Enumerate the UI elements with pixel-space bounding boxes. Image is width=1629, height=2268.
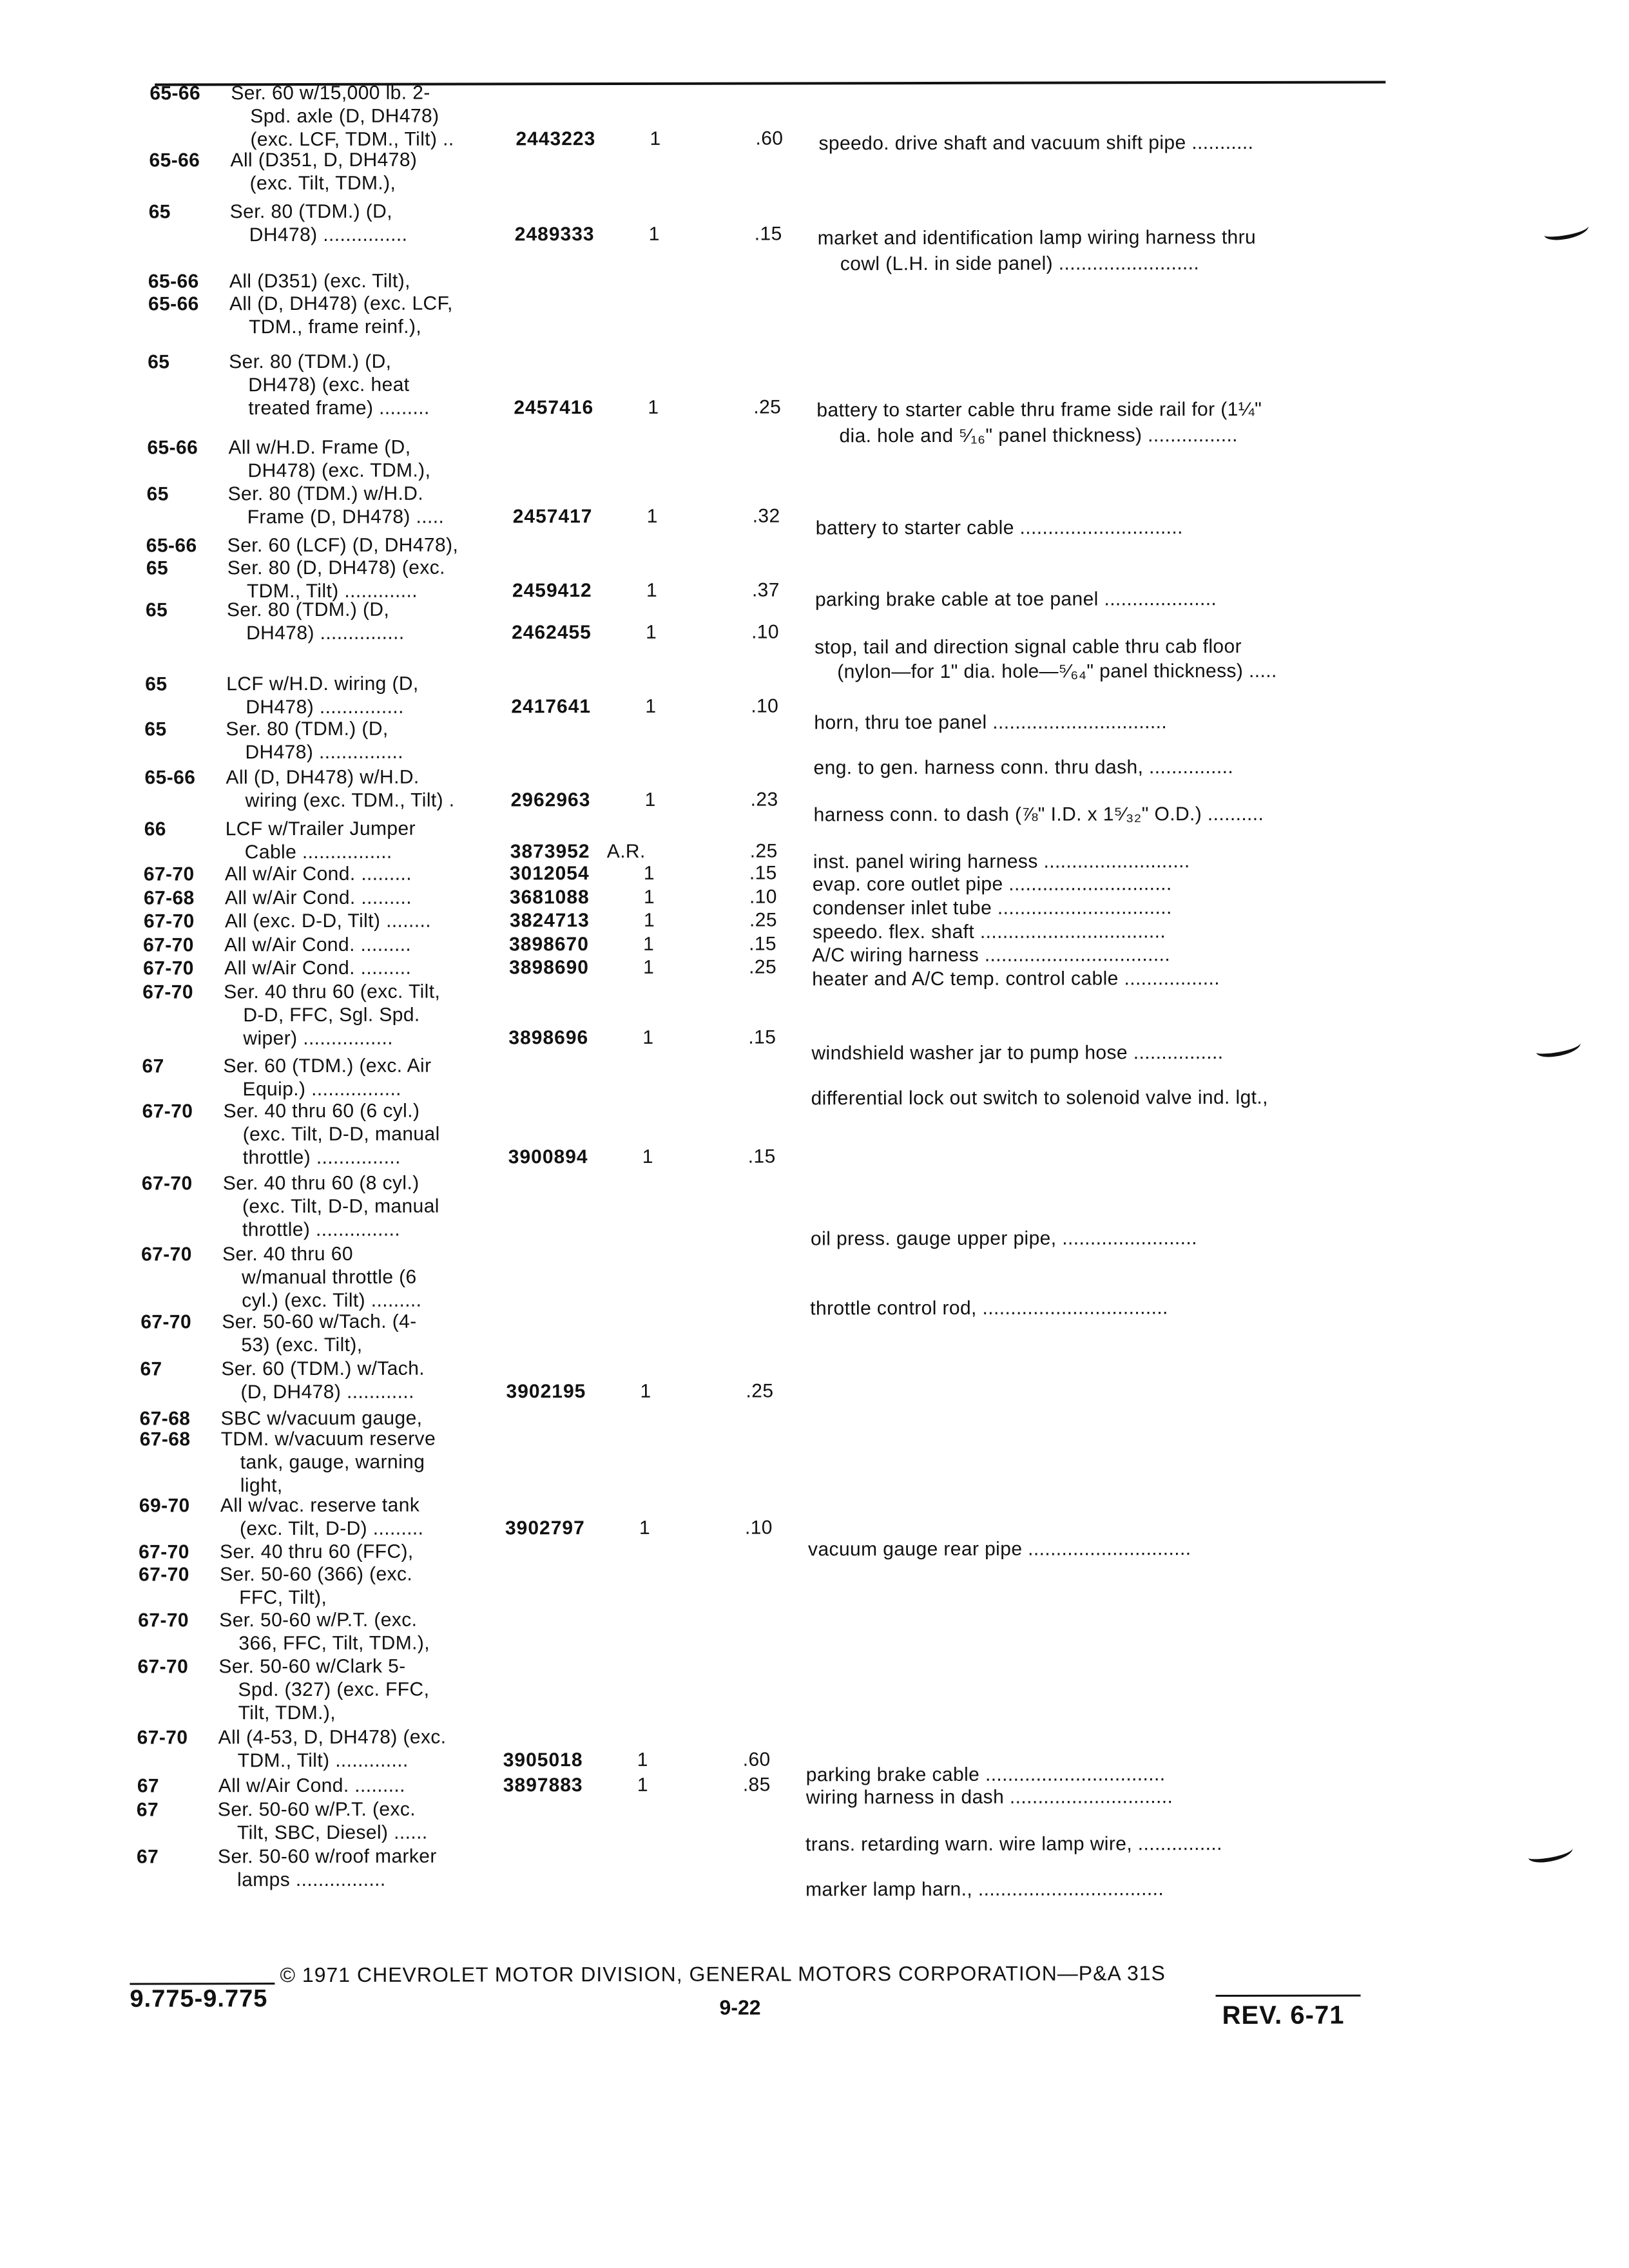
application-text: Tilt, SBC, Diesel) ......: [236, 1821, 428, 1844]
application-text: All (D, DH478) w/H.D.: [226, 766, 419, 789]
part-number: 3898670: [509, 934, 589, 956]
part-description: market and identification lamp wiring harness thru: [817, 226, 1257, 249]
model-year: 67-70: [141, 1244, 192, 1265]
quantity: 1: [639, 1517, 651, 1539]
part-number: 3900894: [508, 1146, 588, 1168]
labor-hours: .37: [751, 579, 780, 601]
model-year: 67-70: [137, 1656, 189, 1678]
part-number: 2962963: [510, 789, 591, 811]
model-year: 67-70: [142, 981, 193, 1003]
quantity: 1: [643, 886, 655, 908]
model-year: 67-70: [142, 1100, 193, 1122]
application-text: Ser. 80 (D, DH478) (exc.: [227, 557, 445, 579]
application-text: Ser. 40 thru 60 (FFC),: [220, 1541, 414, 1563]
application-text: DH478) ...............: [246, 696, 404, 718]
part-number: 3905018: [503, 1749, 583, 1771]
application-text: All w/vac. reserve tank: [220, 1494, 420, 1517]
application-text: DH478) ...............: [246, 622, 405, 644]
application-text: All w/Air Cond. .........: [224, 887, 412, 909]
part-description: harness conn. to dash (⅞" I.D. x 1⁵⁄₃₂" O.D.) ..........: [813, 803, 1264, 826]
part-description: heater and A/C temp. control cable .................: [812, 968, 1220, 990]
model-year: 65: [146, 483, 169, 505]
quantity: 1: [644, 789, 656, 811]
revision-label: REV. 6-71: [1222, 2001, 1345, 2030]
model-year: 67-68: [139, 1428, 191, 1450]
application-text: Ser. 60 (TDM.) w/Tach.: [221, 1358, 425, 1380]
page-number: 9-22: [719, 1995, 761, 2019]
application-text: Ser. 50-60 w/P.T. (exc.: [217, 1798, 416, 1821]
model-year: 67-70: [139, 1541, 189, 1563]
part-description: evap. core outlet pipe .............................: [812, 873, 1172, 896]
model-year: 67-70: [139, 1564, 189, 1586]
part-number: 3898690: [509, 957, 589, 979]
labor-hours: .15: [747, 1146, 776, 1168]
application-text: lamps ................: [237, 1869, 386, 1891]
application-text: All (exc. D-D, Tilt) ........: [224, 910, 431, 932]
model-year: 67-70: [138, 1610, 189, 1631]
application-text: tank, gauge, warning: [240, 1451, 425, 1474]
part-description: throttle control rod, .................................: [810, 1297, 1168, 1320]
model-year: 67: [136, 1799, 159, 1821]
part-description: vacuum gauge rear pipe .............................: [808, 1538, 1191, 1561]
part-number: 2457416: [514, 397, 594, 419]
application-text: LCF w/H.D. wiring (D,: [226, 673, 419, 695]
model-year: 67-70: [143, 910, 195, 932]
model-year: 65: [148, 351, 170, 373]
application-text: Ser. 60 w/15,000 lb. 2-: [231, 82, 430, 104]
application-text: w/manual throttle (6: [242, 1266, 417, 1289]
model-year: 65-66: [149, 82, 201, 104]
part-number: 2417641: [511, 696, 592, 718]
application-text: Ser. 60 (TDM.) (exc. Air: [223, 1055, 432, 1077]
labor-hours: .25: [749, 840, 778, 862]
part-description: parking brake cable at toe panel ....................: [815, 588, 1217, 611]
application-text: Ser. 60 (LCF) (D, DH478),: [227, 534, 459, 557]
application-text: Ser. 40 thru 60 (exc. Tilt,: [224, 981, 441, 1003]
application-text: All (4-53, D, DH478) (exc.: [218, 1726, 447, 1749]
application-text: DH478) (exc. heat: [248, 374, 410, 396]
application-text: Ser. 50-60 (366) (exc.: [220, 1563, 413, 1586]
model-year: 65: [145, 673, 168, 695]
part-description: horn, thru toe panel ...............................: [814, 711, 1168, 734]
application-text: All w/H.D. Frame (D,: [228, 436, 411, 459]
model-year: 65: [144, 718, 167, 740]
part-number: 3681088: [509, 887, 590, 908]
edge-mark: [1535, 1036, 1582, 1059]
application-text: TDM., Tilt) .............: [246, 580, 418, 602]
application-text: throttle) ...............: [242, 1218, 401, 1241]
part-number: 3824713: [509, 910, 590, 932]
part-description: windshield washer jar to pump hose ................: [811, 1042, 1224, 1064]
footer-rule-left: [130, 1983, 275, 1984]
application-text: Ser. 80 (TDM.) w/H.D.: [227, 483, 424, 505]
part-description: speedo. drive shaft and vacuum shift pipe ...........: [818, 131, 1254, 155]
model-year: 69-70: [139, 1495, 190, 1517]
labor-hours: .85: [742, 1774, 771, 1796]
part-number: 3902195: [506, 1381, 586, 1403]
quantity: 1: [646, 621, 657, 643]
application-text: D-D, FFC, Sgl. Spd.: [243, 1004, 420, 1026]
quantity: 1: [643, 909, 655, 931]
part-number: 2443223: [516, 128, 596, 150]
part-description: parking brake cable ................................: [805, 1763, 1166, 1786]
model-year: 65-66: [149, 149, 200, 171]
quantity: 1: [643, 956, 655, 978]
application-text: Ser. 80 (TDM.) (D,: [226, 599, 390, 621]
part-description: marker lamp harn., .................................: [805, 1878, 1164, 1901]
part-number: 2457417: [512, 506, 593, 528]
quantity: 1: [648, 396, 659, 418]
labor-hours: .23: [750, 789, 778, 811]
part-description: stop, tail and direction signal cable thru cab floor: [815, 635, 1242, 658]
footer-rule-right: [1215, 1995, 1360, 1997]
part-description: inst. panel wiring harness ..........................: [813, 850, 1190, 873]
application-text: treated frame) .........: [248, 397, 430, 419]
application-text: Ser. 80 (TDM.) (D,: [229, 200, 392, 223]
application-text: All w/Air Cond. .........: [224, 863, 412, 885]
labor-hours: .15: [754, 223, 782, 245]
part-description: battery to starter cable .............................: [815, 517, 1183, 539]
labor-hours: .25: [749, 909, 777, 931]
quantity: 1: [650, 128, 661, 149]
labor-hours: .10: [751, 621, 779, 643]
application-text: Cable ................: [244, 841, 392, 863]
model-year: 67-70: [143, 863, 195, 885]
application-text: All w/Air Cond. .........: [224, 957, 412, 979]
labor-hours: .15: [749, 933, 777, 955]
part-description: differential lock out switch to solenoid valve ind. lgt.,: [811, 1086, 1268, 1110]
model-year: 65: [148, 201, 171, 223]
part-description: trans. retarding warn. wire lamp wire, ...............: [805, 1833, 1222, 1856]
part-number: 3012054: [509, 863, 590, 885]
application-text: (exc. Tilt, D-D, manual: [242, 1195, 439, 1218]
quantity: 1: [642, 1146, 653, 1168]
application-text: SBC w/vacuum gauge,: [220, 1407, 423, 1430]
part-number: 2489333: [514, 224, 595, 245]
part-description: dia. hole and ⁵⁄₁₆" panel thickness) ................: [839, 424, 1238, 447]
application-text: 53) (exc. Tilt),: [241, 1334, 363, 1356]
labor-hours: .25: [753, 396, 782, 418]
part-number: 2459412: [512, 580, 592, 602]
application-text: (exc. Tilt, D-D, manual: [242, 1123, 440, 1146]
quantity: 1: [637, 1749, 648, 1771]
application-text: All (D351, D, DH478): [230, 149, 418, 171]
application-text: All w/Air Cond. .........: [224, 934, 412, 956]
section-number: 9.775-9.775: [130, 1985, 268, 2013]
quantity: 1: [642, 1026, 654, 1048]
part-description: condenser inlet tube ...............................: [812, 897, 1172, 919]
application-text: (exc. LCF, TDM., Tilt) ..: [250, 128, 454, 151]
labor-hours: .32: [752, 505, 780, 527]
quantity: 1: [646, 505, 658, 527]
quantity: A.R.: [606, 840, 646, 863]
part-number: 2462455: [512, 622, 592, 644]
part-number: 3897883: [503, 1774, 583, 1796]
edge-mark: [1527, 1841, 1574, 1865]
labor-hours: .15: [749, 862, 777, 884]
model-year: 65-66: [148, 271, 199, 293]
quantity: 1: [643, 933, 655, 955]
application-text: (D, DH478) ............: [240, 1381, 414, 1403]
application-text: throttle) ...............: [242, 1146, 401, 1169]
application-text: wiring (exc. TDM., Tilt) .: [245, 789, 455, 812]
model-year: 67-68: [143, 887, 195, 909]
application-text: Tilt, TDM.),: [238, 1702, 336, 1724]
model-year: 67-70: [137, 1727, 188, 1749]
labor-hours: .10: [751, 695, 779, 717]
application-text: DH478) (exc. TDM.),: [247, 459, 431, 482]
application-text: Spd. (327) (exc. FFC,: [238, 1678, 430, 1701]
application-text: DH478) ...............: [249, 224, 408, 246]
quantity: 1: [646, 579, 658, 601]
application-text: FFC, Tilt),: [239, 1586, 327, 1609]
labor-hours: .10: [744, 1517, 773, 1539]
model-year: 65-66: [144, 767, 196, 789]
application-text: Ser. 50-60 w/Clark 5-: [218, 1655, 406, 1678]
application-text: Ser. 40 thru 60 (8 cyl.): [222, 1172, 419, 1195]
application-text: DH478) ...............: [245, 741, 404, 764]
quantity: 1: [643, 862, 655, 884]
application-text: Frame (D, DH478) .....: [247, 506, 445, 528]
application-text: 366, FFC, Tilt, TDM.),: [238, 1632, 430, 1655]
application-text: Ser. 40 thru 60 (6 cyl.): [223, 1100, 420, 1122]
part-description: wiring harness in dash .............................: [805, 1786, 1173, 1809]
application-text: wiper) ................: [243, 1027, 393, 1050]
quantity: 1: [637, 1774, 648, 1796]
application-text: Equip.) ................: [242, 1078, 401, 1100]
application-text: Spd. axle (D, DH478): [250, 105, 439, 128]
model-year: 67-70: [141, 1173, 193, 1195]
part-description: oil press. gauge upper pipe, ........................: [810, 1227, 1197, 1250]
part-number: 3902797: [505, 1517, 585, 1539]
application-text: All (D, DH478) (exc. LCF,: [229, 293, 453, 315]
application-text: TDM., frame reinf.),: [249, 316, 422, 338]
model-year: 67: [137, 1846, 159, 1868]
part-description: cowl (L.H. in side panel) .........................: [840, 253, 1200, 275]
application-text: (exc. Tilt, D-D) .........: [239, 1517, 424, 1540]
model-year: 67-70: [140, 1311, 192, 1333]
copyright-line: © 1971 CHEVROLET MOTOR DIVISION, GENERAL MOTORS CORPORATION—P&A 31S: [280, 1961, 1166, 1987]
labor-hours: .10: [749, 886, 777, 908]
labor-hours: .60: [742, 1749, 771, 1771]
model-year: 67: [140, 1358, 162, 1380]
part-number: 3873952: [510, 841, 590, 863]
part-description: A/C wiring harness .................................: [812, 944, 1171, 966]
application-text: Ser. 80 (TDM.) (D,: [229, 351, 392, 373]
part-description: eng. to gen. harness conn. thru dash, ...............: [813, 756, 1234, 779]
application-text: light,: [240, 1475, 283, 1497]
model-year: 65-66: [147, 437, 198, 459]
model-year: 67-68: [139, 1408, 191, 1430]
application-text: All (D351) (exc. Tilt),: [229, 270, 410, 293]
application-text: TDM. w/vacuum reserve: [220, 1428, 436, 1450]
model-year: 67: [142, 1055, 164, 1077]
labor-hours: .15: [748, 1026, 776, 1048]
edge-mark: [1543, 219, 1590, 242]
model-year: 65-66: [148, 293, 199, 315]
labor-hours: .25: [749, 956, 777, 978]
part-description: speedo. flex. shaft .................................: [812, 921, 1166, 943]
labor-hours: .60: [755, 128, 784, 149]
application-text: (exc. Tilt, TDM.),: [249, 172, 396, 195]
application-text: LCF w/Trailer Jumper: [225, 818, 416, 840]
quantity: 1: [640, 1380, 651, 1402]
application-text: Ser. 40 thru 60: [222, 1243, 353, 1265]
quantity: 1: [648, 223, 660, 245]
model-year: 66: [144, 818, 166, 840]
quantity: 1: [645, 695, 657, 717]
model-year: 67: [137, 1775, 160, 1797]
model-year: 67-70: [143, 957, 194, 979]
model-year: 67-70: [143, 934, 194, 956]
part-description: (nylon—for 1" dia. hole—⁵⁄₆₄" panel thickness) .....: [837, 660, 1277, 683]
model-year: 65: [146, 557, 169, 579]
application-text: TDM., Tilt) .............: [237, 1749, 409, 1772]
application-text: Ser. 50-60 w/Tach. (4-: [222, 1311, 417, 1333]
part-description: battery to starter cable thru frame side rail for (1¼": [816, 398, 1262, 421]
application-text: cyl.) (exc. Tilt) .........: [242, 1289, 422, 1312]
part-number: 3898696: [508, 1027, 589, 1049]
application-text: All w/Air Cond. .........: [218, 1774, 405, 1797]
model-year: 65-66: [146, 535, 197, 557]
application-text: Ser. 50-60 w/roof marker: [218, 1845, 437, 1868]
model-year: 65: [145, 599, 168, 621]
application-text: Ser. 80 (TDM.) (D,: [226, 718, 389, 740]
application-text: Ser. 50-60 w/P.T. (exc.: [219, 1609, 418, 1631]
labor-hours: .25: [746, 1380, 774, 1402]
